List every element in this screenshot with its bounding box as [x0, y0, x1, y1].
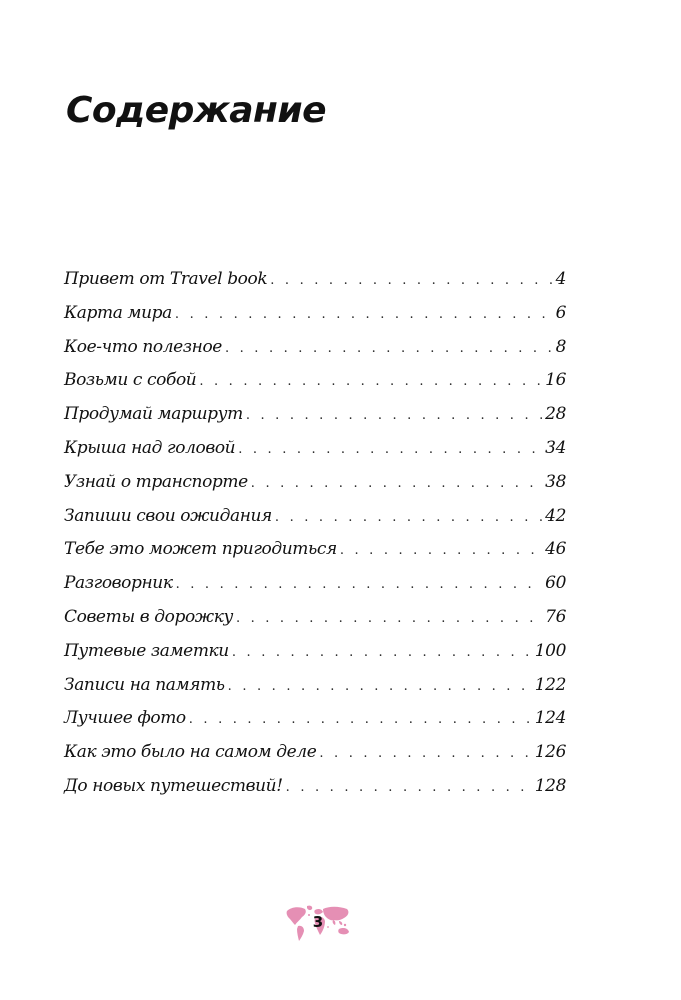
toc-entry[interactable] [64, 438, 566, 472]
toc-dot-leader [232, 645, 532, 660]
toc-entry-label: Запиши свои ожидания [64, 505, 272, 526]
toc-entry-page: 124 [534, 708, 566, 729]
toc-entry[interactable] [64, 742, 566, 776]
toc-entry-label: Узнай о транспорте [64, 471, 248, 492]
page-footer [283, 903, 353, 943]
toc-entry-page: 76 [545, 606, 566, 627]
toc-entry-label: Карта мира [64, 302, 172, 323]
toc-entry-label: Разговорник [64, 573, 173, 594]
toc-entry[interactable] [64, 675, 566, 709]
toc-entry-page: 60 [545, 573, 566, 594]
table-of-contents [64, 269, 566, 810]
toc-entry-label: Путевые заметки [64, 640, 229, 661]
toc-dot-leader [176, 577, 543, 592]
toc-dot-leader [270, 273, 552, 288]
toc-entry[interactable] [64, 370, 566, 404]
toc-entry-label: Тебе это может пригодиться [64, 539, 337, 560]
toc-entry-page: 38 [545, 471, 566, 492]
toc-dot-leader [236, 611, 542, 626]
toc-dot-leader [340, 543, 542, 558]
toc-entry-label: Возьми с собой [64, 370, 197, 391]
toc-dot-leader [246, 408, 542, 423]
toc-dot-leader [189, 712, 532, 727]
toc-entry[interactable] [64, 607, 566, 641]
toc-entry-page: 42 [545, 505, 566, 526]
toc-entry[interactable] [64, 303, 566, 337]
toc-entry-label: Крыша над головой [64, 437, 236, 458]
toc-entry[interactable] [64, 776, 566, 810]
toc-entry-page: 16 [545, 370, 566, 391]
toc-entry[interactable] [64, 404, 566, 438]
toc-entry-label: Кое-что полезное [64, 336, 222, 357]
toc-entry-page: 6 [555, 302, 566, 323]
toc-dot-leader [251, 476, 542, 491]
toc-dot-leader [199, 374, 542, 389]
toc-dot-leader [319, 746, 531, 761]
toc-entry-label: Как это было на самом деле [64, 742, 317, 763]
toc-entry-page: 4 [555, 269, 566, 289]
toc-entry-label: Лучшее фото [64, 708, 186, 729]
toc-entry-label: Продумай маршрут [64, 404, 243, 425]
toc-entry[interactable] [64, 641, 566, 675]
toc-dot-leader [275, 510, 542, 525]
toc-dot-leader [225, 341, 553, 356]
toc-entry-page: 28 [545, 404, 566, 425]
toc-entry-label: Советы в дорожку [64, 606, 233, 627]
toc-entry-label: Привет от Travel book [64, 269, 268, 289]
toc-entry[interactable] [64, 506, 566, 540]
toc-dot-leader [286, 780, 532, 795]
toc-entry-page: 46 [545, 539, 566, 560]
toc-dot-leader [228, 679, 532, 694]
toc-entry[interactable] [64, 337, 566, 371]
toc-entry-page: 126 [534, 742, 566, 763]
toc-entry[interactable] [64, 708, 566, 742]
toc-entry-page: 100 [534, 640, 566, 661]
toc-entry-label: До новых путешествий! [64, 775, 283, 796]
toc-dot-leader [238, 442, 542, 457]
page-number: 3 [312, 913, 324, 931]
page-title: Содержание [66, 90, 327, 131]
toc-entry-page: 34 [545, 437, 566, 458]
toc-entry[interactable] [64, 573, 566, 607]
toc-entry[interactable] [64, 269, 566, 303]
toc-entry[interactable] [64, 539, 566, 573]
toc-entry-page: 8 [555, 336, 566, 357]
toc-entry-label: Записи на память [64, 674, 225, 695]
toc-entry-page: 128 [534, 775, 566, 796]
toc-entry-page: 122 [534, 674, 566, 695]
toc-dot-leader [175, 307, 553, 322]
toc-entry[interactable] [64, 472, 566, 506]
